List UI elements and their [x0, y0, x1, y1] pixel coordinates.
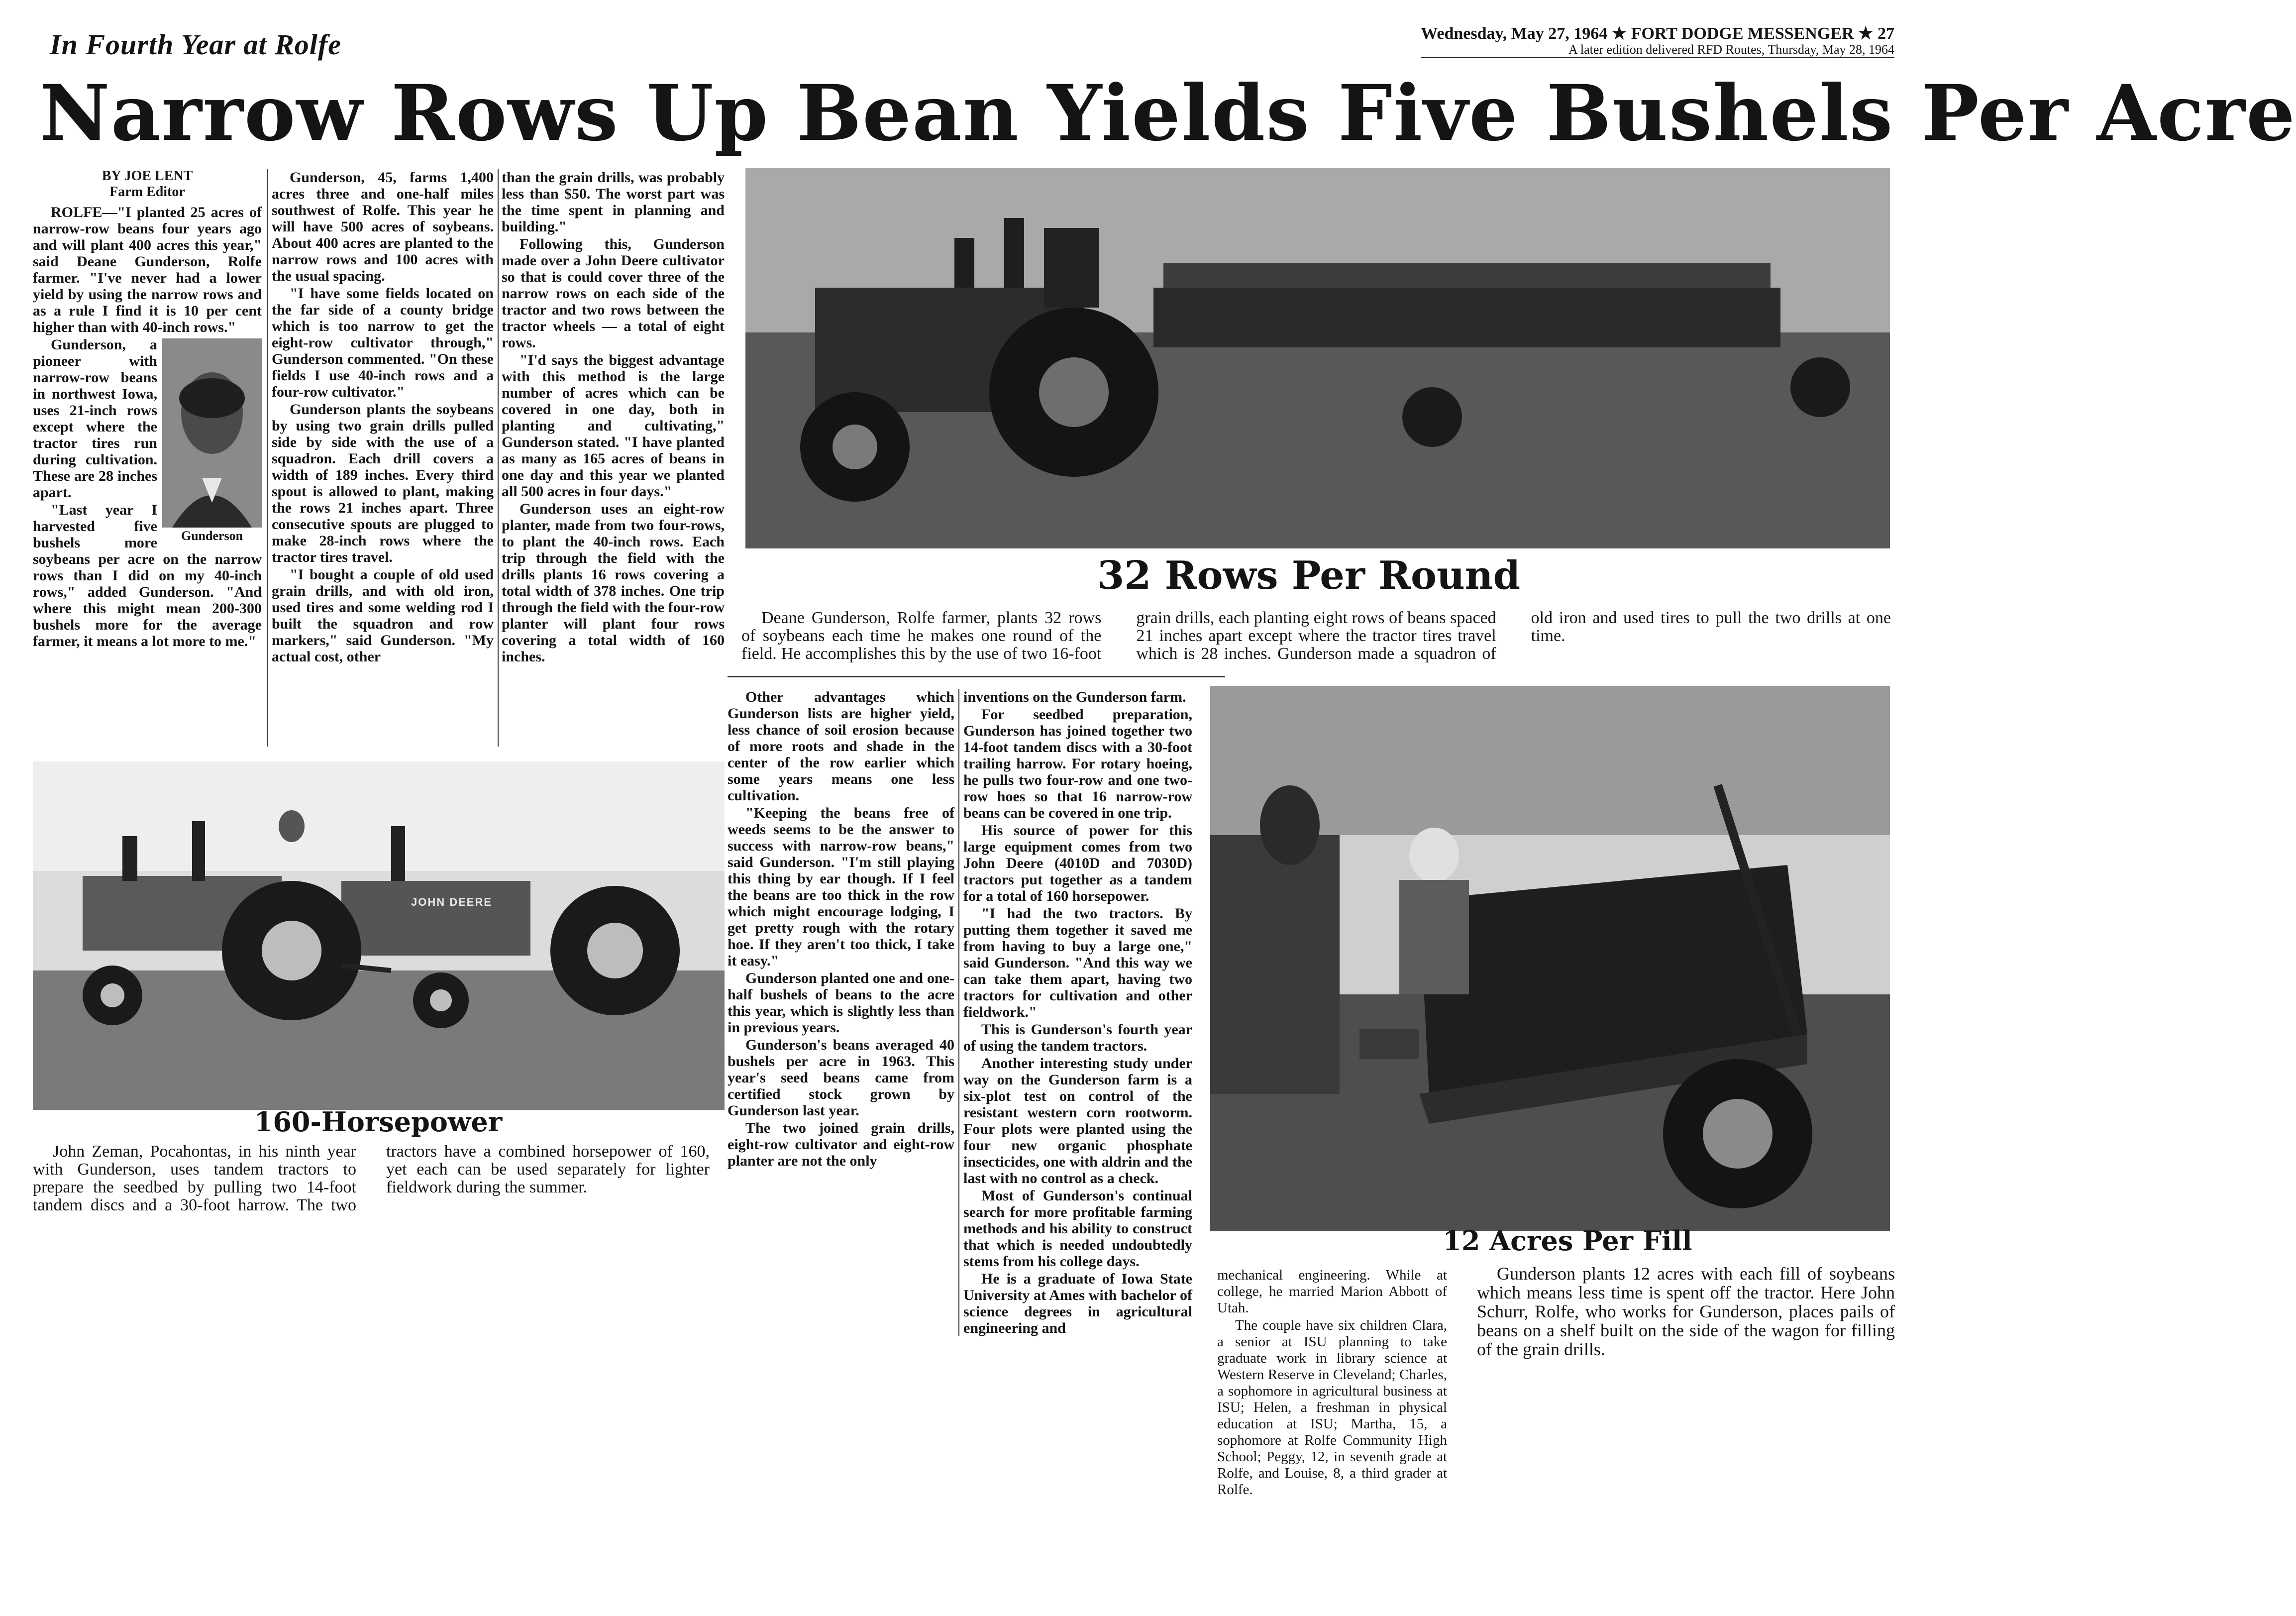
- edition-note: A later edition delivered RFD Routes, Thursday, May 28, 1964: [1421, 43, 1894, 58]
- paragraph: Most of Gunderson's continual search for more profitable farming methods and his ability to construct that which is needed undoubtedly stems from his college days.: [963, 1187, 1192, 1270]
- byline: [33, 168, 262, 200]
- photo-title-160-horsepower: 160-Horsepower: [254, 1106, 503, 1138]
- photo-tractor-grain-drills: [745, 168, 1890, 548]
- caption-text: Gunderson plants 12 acres with each fill of soybeans which means less time is spent off the tractor. Here John Schurr, Rolfe, who works for Gunderson, places pails of beans on a shelf built on the side of the wagon for filling of the grain drills.: [1477, 1264, 1895, 1359]
- paragraph: He is a graduate of Iowa State University at Ames with bachelor of science degrees in agricultural engineering and: [963, 1271, 1192, 1336]
- dateline: [1421, 25, 1894, 58]
- paragraph: The two joined grain drills, eight-row cultivator and eight-row planter are not the only: [728, 1120, 954, 1169]
- paragraph: Another interesting study under way on the Gunderson farm is a six-plot test on control of the resistant western corn rootworm. Four plots were planted using the four new organic phosphate insecticides, one with aldrin and the last with no control as a check.: [963, 1055, 1192, 1186]
- paragraph: "I'd says the biggest advantage with this method is the large number of acres which can be covered in one day, both in planting and cultivating," Gunderson stated. "I have planted as many as 165 acres of beans in one day and this year we planted all 500 acres in four days.": [502, 352, 725, 500]
- paragraph: For seedbed preparation, Gunderson has joined together two 14-foot tandem discs with a 30-foot trailing harrow. For rotary hoeing, he pulls two four-row and one two-row hoes so that 16 narrow-row beans can be covered in one trip.: [963, 706, 1192, 821]
- paragraph: This is Gunderson's fourth year of using the tandem tractors.: [963, 1021, 1192, 1054]
- article-column-4: [728, 689, 954, 1246]
- paragraph: Gunderson, 45, farms 1,400 acres three and one-half miles southwest of Rolfe. This year he will have 500 acres of soybeans. About 400 acres are planted to the narrow rows and 100 acres with the usual spacing.: [272, 169, 494, 284]
- section-kicker: In Fourth Year at Rolfe: [50, 28, 341, 61]
- photo-title-12-acres: 12 Acres Per Fill: [1443, 1225, 1692, 1257]
- column-rule: [958, 689, 959, 1336]
- mugshot-caption: Gunderson: [181, 529, 243, 543]
- paragraph: ROLFE—"I planted 25 acres of narrow-row beans four years ago and will plant 400 acres this year," said Deane Gunderson, Rolfe farmer. "I've never had a lower yield by using the narrow rows and as a rule I find it is 10 per cent higher than with 40-inch rows.": [33, 204, 262, 335]
- paragraph: "Keeping the beans free of weeds seems to be the answer to success with narrow-row beans," said Gunderson. "I'm still playing this thing by ear though. If I feel the beans are too thick in the row which might encourage lodging, I get pretty rough with the rotary hoe. If they aren't too thick, I take it easy.": [728, 805, 954, 969]
- headline: Narrow Rows Up Bean Yields Five Bushels Per Acre: [40, 68, 2296, 158]
- photo-filling-grain-drills: [1210, 686, 1890, 1231]
- paragraph: "I have some fields located on the far side of a county bridge which is too narrow to get the eight-row cultivator through," Gunderson commented. "On these fields I use 40-inch rows and a four-row cultivator.": [272, 285, 494, 400]
- byline-role: Farm Editor: [109, 184, 185, 200]
- article-column-1: [33, 168, 262, 760]
- byline-author: BY JOE LENT: [102, 168, 193, 184]
- column-rule: [498, 169, 499, 747]
- paragraph: Gunderson planted one and one-half bushels of beans to the acre this year, which is slightly less than in previous years.: [728, 970, 954, 1036]
- article-column-2: [272, 169, 494, 761]
- mugshot-box: [162, 338, 262, 544]
- photo-caption-32-rows: Deane Gunderson, Rolfe farmer, plants 32 rows of soybeans each time he makes one round of the field. He accomplishes this by the use of two 16-foot grain drills, each planting eight rows of beans spaced 21 inches apart except where the tractor tires travel which is 28 inches. Gunderson made a squadron of old iron and used tires to pull the two drills at one time.: [741, 609, 1891, 663]
- article-column-3: [502, 169, 725, 761]
- section-rule: [728, 676, 1225, 677]
- tractor-hood-lettering: JOHN DEERE: [411, 896, 493, 908]
- article-column-6: [1217, 1267, 1447, 1596]
- photo-caption-12-acres: [1477, 1264, 1895, 1423]
- photo-tandem-tractors: [33, 761, 725, 1110]
- dateline-main: Wednesday, May 27, 1964 ★ FORT DODGE MESSENGER ★ 27: [1421, 24, 1894, 43]
- photo-title-32-rows: 32 Rows Per Round: [1097, 553, 1520, 598]
- paragraph: Following this, Gunderson made over a John Deere cultivator so that is could cover three of the narrow rows on each side of the tractor and two rows between the tractor wheels — a total of eight rows.: [502, 236, 725, 351]
- paragraph: The couple have six children Clara, a senior at ISU planning to take graduate work in library science at Western Reserve in Cleveland; Charles, a sophomore in agricultural business at ISU; Helen, a freshman in physical education at ISU; Martha, 15, a sophomore at Rolfe Community High School; Peggy, 12, in seventh grade at Rolfe, and Louise, 8, a third grader at Rolfe.: [1217, 1317, 1447, 1498]
- article-column-5: [963, 689, 1192, 1515]
- paragraph: "I had the two tractors. By putting them together it saved me from having to buy a large one," said Gunderson. "And this way we can take them apart, having two tractors for cultivation and other fieldwork.": [963, 905, 1192, 1020]
- column-rule: [267, 169, 268, 747]
- paragraph: "I bought a couple of old used grain drills, and with old iron, used tires and some welding rod I built the squadron and row markers," said Gunderson. "My actual cost, other: [272, 566, 494, 665]
- paragraph: inventions on the Gunderson farm.: [963, 689, 1186, 705]
- paragraph: Gunderson uses an eight-row planter, made from two four-rows, to plant the 40-inch rows. Each trip through the field with the drills plants 16 rows covering a total width of 378 inches. One trip through the field with the four-row planter will plant four rows covering a total width of 160 inches.: [502, 501, 725, 665]
- paragraph: mechanical engineering. While at college, he married Marion Abbott of Utah.: [1217, 1267, 1447, 1316]
- paragraph: than the grain drills, was probably less than $50. The worst part was the time spent in planning and building.": [502, 169, 725, 235]
- paragraph: Gunderson plants the soybeans by using two grain drills pulled side by side with the use of a squadron. Each drill covers a width of 189 inches. Every third spout is allowed to plant, making the rows 21 inches apart. Three consecutive spouts are plugged to make 28-inch rows where the tractor tires travel.: [272, 401, 494, 565]
- paragraph: His source of power for this large equipment comes from two John Deere (4010D and 7030D) tractors put together as a tandem for a total of 160 horsepower.: [963, 822, 1192, 904]
- photo-caption-160-horsepower: John Zeman, Pocahontas, in his ninth year with Gunderson, uses tandem tractors to prepare the seedbed by pulling two 14-foot tandem discs and a 30-foot harrow. The two tractors have a combined horsepower of 160, yet each can be used separately for lighter fieldwork during the summer.: [33, 1142, 710, 1214]
- paragraph: "Last year I harvested five bushels more soybeans per acre on the narrow rows than I did on my 40-inch rows," added Gunderson. "And where this might mean 200-300 bushels more for the average farmer, it means a lot more to me.": [33, 502, 262, 649]
- paragraph: Gunderson, a pioneer with narrow-row beans in northwest Iowa, uses 21-inch rows except where the tractor tires run during cultivation. These are 28 inches apart.: [33, 336, 157, 501]
- paragraph: Other advantages which Gunderson lists are higher yield, less chance of soil erosion because of more roots and shade in the center of the row earlier which some years means one less cultivation.: [728, 689, 954, 804]
- mugshot-photo: [162, 338, 262, 528]
- paragraph: Gunderson's beans averaged 40 bushels per acre in 1963. This year's seed beans came from certified stock grown by Gunderson last year.: [728, 1037, 954, 1119]
